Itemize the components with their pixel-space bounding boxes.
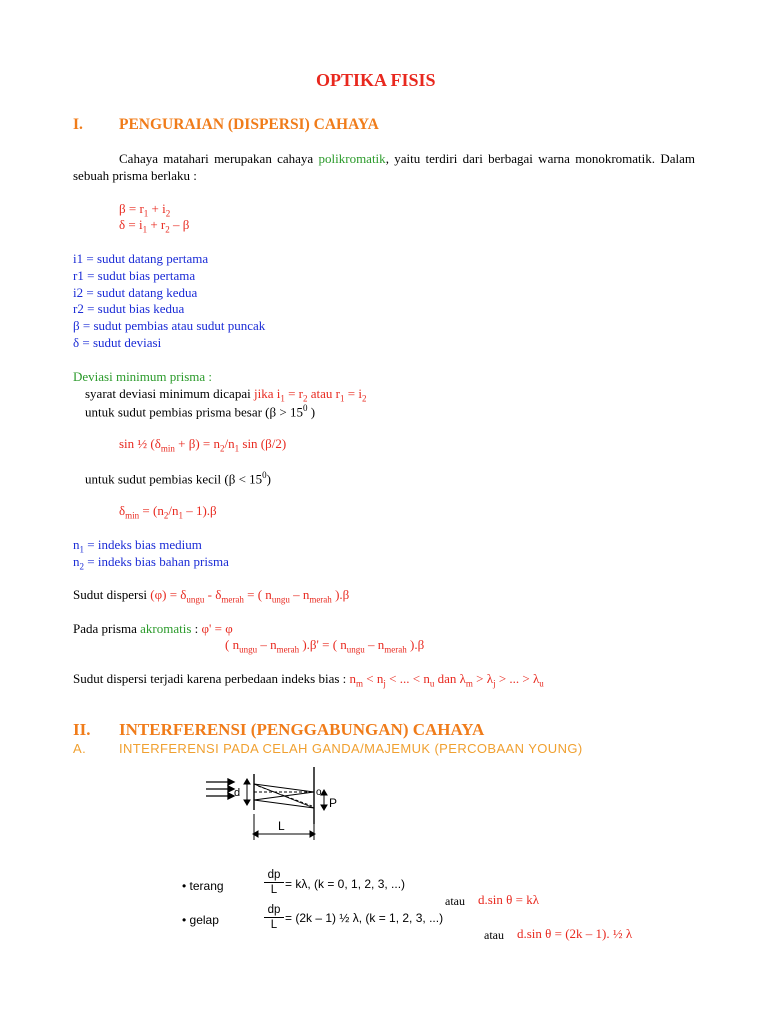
gelap-atau: atau <box>484 928 504 942</box>
def-beta: β = sudut pembias atau sudut puncak <box>73 318 266 333</box>
deviasi-minimum-heading: Deviasi minimum prisma : <box>73 369 213 384</box>
def-r2: r2 = sudut bias kedua <box>73 301 185 316</box>
gelap-label: • gelap <box>182 913 219 927</box>
label-o: o <box>316 787 322 798</box>
indeks-bias-urutan: Sudut dispersi terjadi karena perbedaan indeks bias : $n_m < n_j$ < ... < $n_u$ dan $\lambda_m > \lambda_j$ > ... > $\lambda_u$ <box>73 671 544 689</box>
subsection-a-heading: INTERFERENSI PADA CELAH GANDA/MAJEMUK (PERCOBAAN YOUNG) <box>119 741 583 756</box>
formula-sin-deviasi: sin ½ $(\delta_{min} + \beta) = n_2/n_1$ sin (β/2) <box>119 436 287 454</box>
def-n1: $n_1$ = indeks bias medium <box>73 537 202 555</box>
p-distance-arrow <box>321 790 327 810</box>
light-rays <box>254 784 314 808</box>
syarat-deviasi-minimum: syarat deviasi minimum dicapai jika $i_1 = r_2$ atau $r_1 = i_2$ <box>85 386 367 404</box>
section-1-heading: PENGURAIAN (DISPERSI) CAHAYA <box>119 116 379 133</box>
def-delta: δ = sudut deviasi <box>73 335 162 350</box>
def-i2: i2 = sudut datang kedua <box>73 285 198 300</box>
slit-spacing-arrow <box>244 779 250 805</box>
gelap-fraction: dp L <box>264 903 284 932</box>
terang-alt-formula: d.sin θ = kλ <box>478 892 540 907</box>
def-i1: i1 = sudut datang pertama <box>73 251 209 266</box>
section-2-number: II. <box>73 720 91 739</box>
polikromatik-term: polikromatik <box>318 151 386 166</box>
label-d: d <box>234 787 241 799</box>
section-2-heading: INTERFERENSI (PENGGABUNGAN) CAHAYA <box>119 720 485 739</box>
terang-fraction: dp L <box>264 868 284 897</box>
label-l: L <box>278 819 285 833</box>
incident-light-arrows <box>206 779 234 799</box>
terang-equation: = kλ, (k = 0, 1, 2, 3, ...) <box>285 877 406 891</box>
sudut-dispersi-formula: Sudut dispersi $(\varphi) = \delta_{ungu} - \delta_{merah}$ = ( $n_{ungu} - n_{merah}$ ).β <box>73 587 350 605</box>
prisma-akromatis: Pada prisma akromatis : φ' = φ <box>73 621 233 636</box>
terang-atau: atau <box>445 894 465 908</box>
formula-beta: $\beta = r_1 + i_2$ <box>119 201 171 219</box>
intro-paragraph: Cahaya matahari merupakan cahaya polikromatik, yaitu terdiri dari berbagai warna monokromatik. Dalam sebuah prisma berlaku : <box>73 151 695 183</box>
gelap-alt-formula: d.sin θ = (2k – 1). ½ λ <box>517 926 633 941</box>
young-double-slit-diagram <box>200 762 360 842</box>
section-1-number: I. <box>73 116 83 133</box>
subsection-a-number: A. <box>73 741 87 756</box>
label-p: P <box>329 796 338 810</box>
sudut-pembias-kecil: untuk sudut pembias kecil $(\beta < 15^0)$ <box>85 470 271 487</box>
sudut-pembias-besar: untuk sudut pembias prisma besar ($\beta > 15^0$ ) <box>85 403 316 420</box>
page-title: OPTIKA FISIS <box>316 70 436 90</box>
gelap-equation: = (2k – 1) ½ λ, (k = 1, 2, 3, ...) <box>285 911 444 925</box>
def-n2: $n_2$ = indeks bias bahan prisma <box>73 554 229 572</box>
akromatis-formula: ( $n_{ungu} - n_{merah}$ ).β' = ( $n_{ungu} - n_{merah}$ ).β <box>225 637 425 655</box>
def-r1: r1 = sudut bias pertama <box>73 268 196 283</box>
formula-delta-min: $\delta_{min} = (n_2/n_1 - 1).\beta$ <box>119 503 217 521</box>
formula-delta: $\delta = i_1 + r_2 - \beta$ <box>119 217 190 235</box>
terang-label: • terang <box>182 879 224 893</box>
